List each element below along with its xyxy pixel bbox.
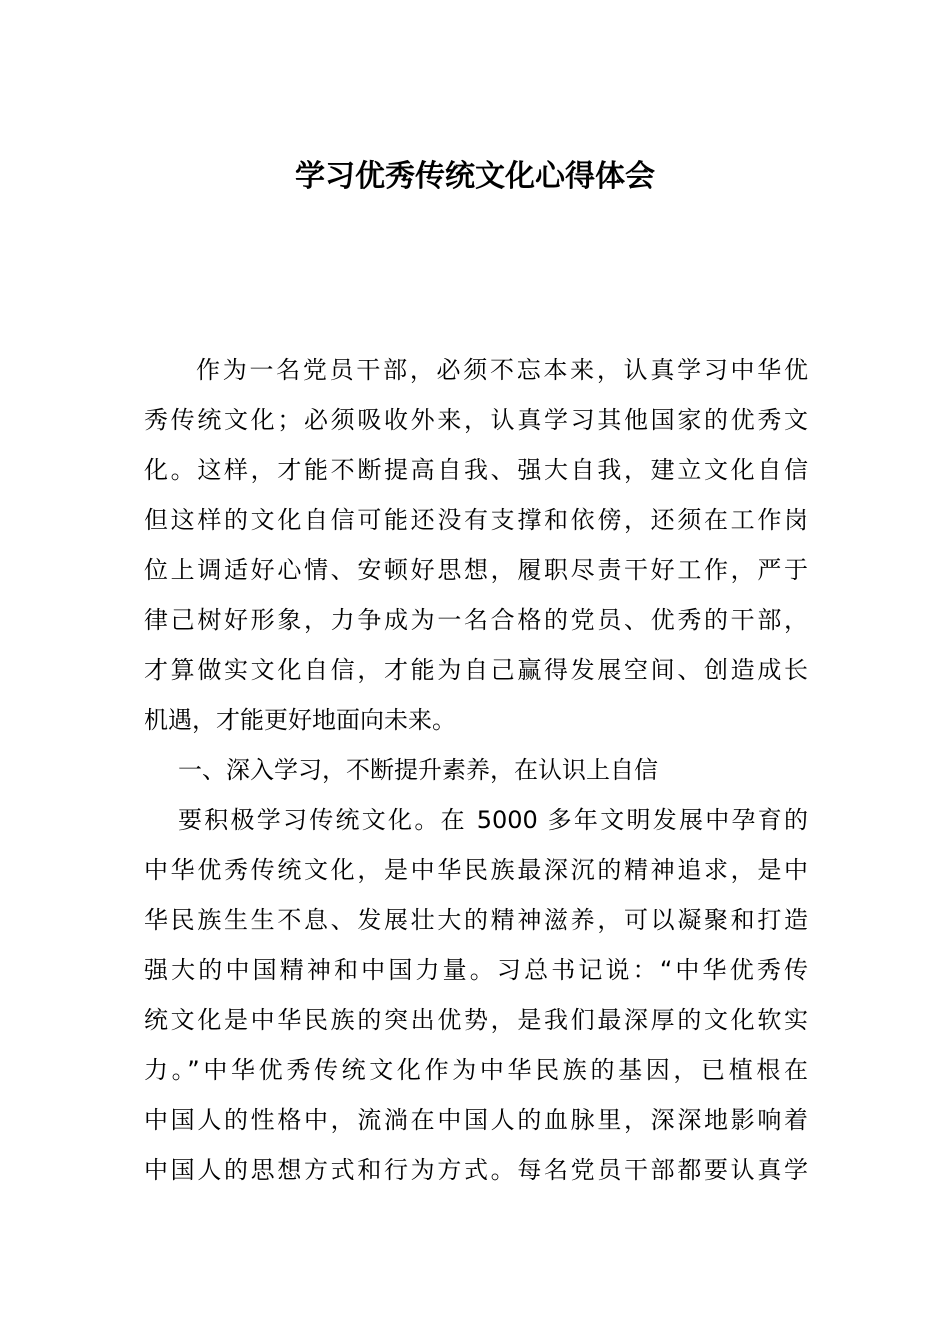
paragraph-line: 秀传统文化；必须吸收外来，认真学习其他国家的优秀文 [144, 406, 808, 434]
paragraph-line: 中国人的性格中，流淌在中国人的血脉里，深深地影响着 [144, 1106, 808, 1134]
paragraph-line: 但这样的文化自信可能还没有支撑和依傍，还须在工作岗 [144, 506, 808, 534]
paragraph-line: 中华优秀传统文化，是中华民族最深沉的精神追求，是中 [144, 856, 808, 884]
paragraph-line: 华民族生生不息、发展壮大的精神滋养，可以凝聚和打造 [144, 906, 808, 934]
paragraph-line: 化。这样，才能不断提高自我、强大自我，建立文化自信 [144, 456, 808, 484]
paragraph-line: 才算做实文化自信，才能为自己赢得发展空间、创造成长 [144, 656, 808, 684]
paragraph-line: 强大的中国精神和中国力量。习总书记说：“中华优秀传 [144, 956, 808, 984]
paragraph-line: 律己树好形象，力争成为一名合格的党员、优秀的干部， [144, 606, 808, 634]
document-body [144, 345, 808, 1195]
paragraph-line: 统文化是中华民族的突出优势，是我们最深厚的文化软实 [144, 1006, 808, 1034]
paragraph-line: 力。”中华优秀传统文化作为中华民族的基因，已植根在 [144, 1056, 808, 1084]
paragraph-line: 要积极学习传统文化。在 5000 多年文明发展中孕育的 [178, 806, 808, 834]
document-title: 学习优秀传统文化心得体会 [295, 159, 655, 194]
paragraph-line: 机遇，才能更好地面向未来。 [144, 706, 456, 734]
paragraph-line: 位上调适好心情、安顿好思想，履职尽责干好工作，严于 [144, 556, 808, 584]
paragraph-line: 作为一名党员干部，必须不忘本来，认真学习中华优 [196, 356, 808, 384]
paragraph-line: 中国人的思想方式和行为方式。每名党员干部都要认真学 [144, 1156, 808, 1184]
section-heading: 一、深入学习，不断提升素养，在认识上自信 [178, 756, 658, 784]
